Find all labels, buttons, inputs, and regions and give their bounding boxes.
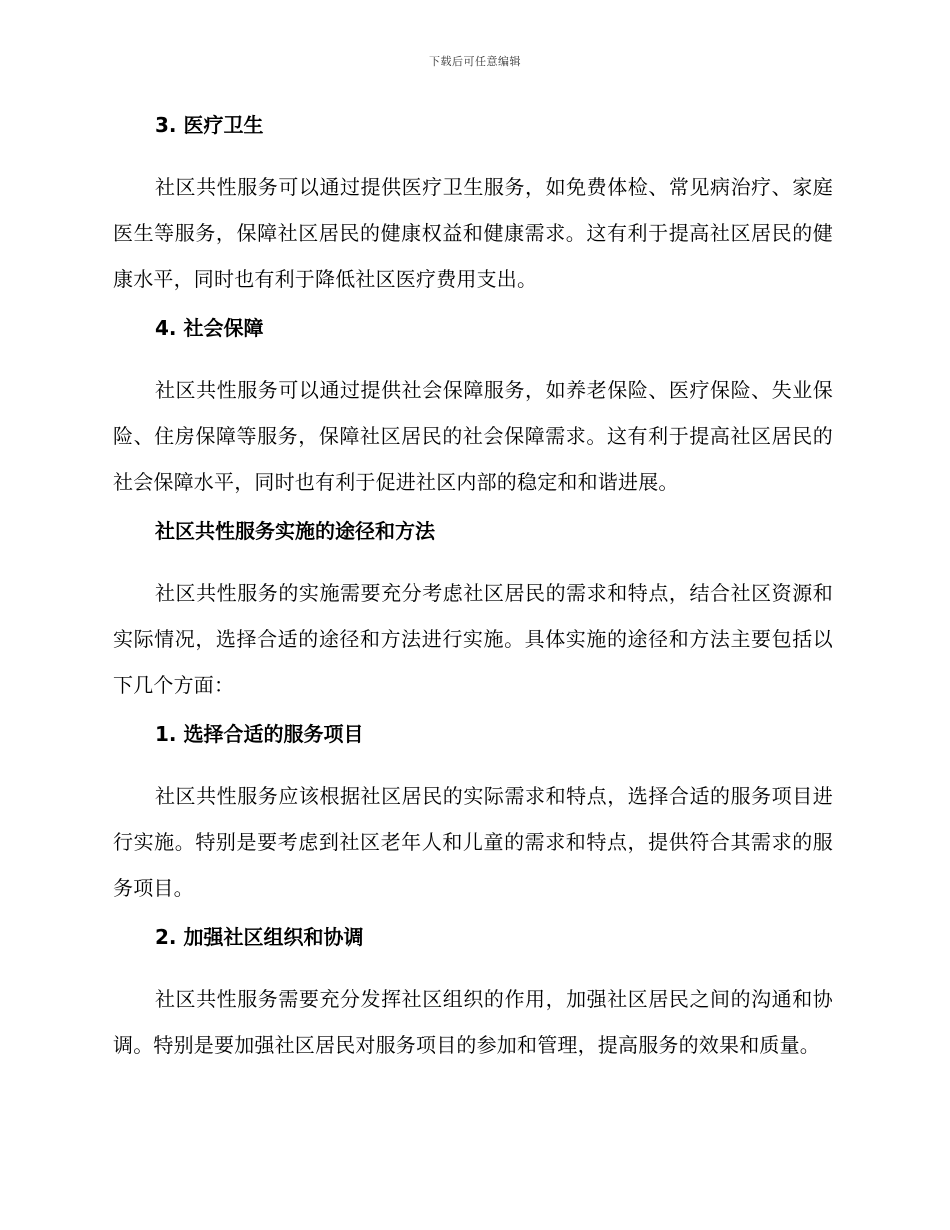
section-paragraph-select-projects: 社区共性服务应该根据社区居民的实际需求和特点，选择合适的服务项目进行实施。特别是要考虑到社区老年人和儿童的需求和特点，提供符合其需求的服务项目。 — [113, 784, 833, 900]
section-paragraph-implementation: 社区共性服务的实施需要充分考虑社区居民的需求和特点，结合社区资源和实际情况，选择合适的途径和方法进行实施。具体实施的途径和方法主要包括以下几个方面： — [113, 581, 833, 697]
document-body — [113, 110, 833, 1079]
section-heading-social-security: 4. 社会保障 — [155, 316, 264, 340]
section-heading-strengthen-org: 2. 加强社区组织和协调 — [155, 925, 364, 949]
page-header-note: 下载后可任意编辑 — [429, 55, 521, 68]
section-paragraph-medical: 社区共性服务可以通过提供医疗卫生服务，如免费体检、常见病治疗、家庭医生等服务，保障社区居民的健康权益和健康需求。这有利于提高社区居民的健康水平，同时也有利于降低社区医疗费用支出。 — [113, 175, 833, 291]
section-heading-select-projects: 1. 选择合适的服务项目 — [155, 722, 364, 746]
section-paragraph-social-security: 社区共性服务可以通过提供社会保障服务，如养老保险、医疗保险、失业保险、住房保障等服务，保障社区居民的社会保障需求。这有利于提高社区居民的社会保障水平，同时也有利于促进社区内部的稳定和和谐进展。 — [113, 378, 833, 494]
section-heading-implementation: 社区共性服务实施的途径和方法 — [155, 519, 435, 543]
section-heading-medical: 3. 医疗卫生 — [155, 113, 264, 137]
section-paragraph-strengthen-org: 社区共性服务需要充分发挥社区组织的作用，加强社区居民之间的沟通和协调。特别是要加强社区居民对服务项目的参加和管理，提高服务的效果和质量。 — [113, 987, 833, 1057]
